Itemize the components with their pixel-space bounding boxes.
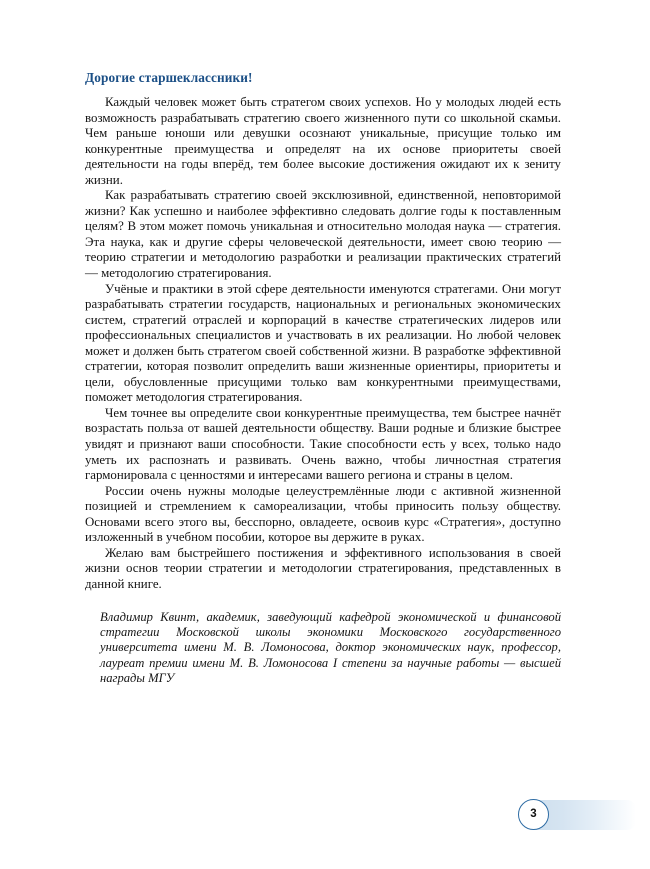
body-paragraph-2: Как разрабатывать стратегию своей эксклюзивной, единственной, неповторимой жизни? Как успешно и наиболее эффективно следовать долгие годы к поставленным целям? В этом может помочь уникальная и относительно молодая наука — стратегия. Эта наука, как и другие сферы человеческой деятельности, имеет свою теорию — теорию стратегии и методологию разработки и реализации практических стратегий — методологию стратегирования. [85,188,561,281]
body-paragraph-1: Каждый человек может быть стратегом своих успехов. Но у молодых людей есть возможность разрабатывать стратегию своего жизненного пути со школьной скамьи. Чем раньше юноши или девушки осознают уникальные, присущие только им конкурентные преимущества и определят на их основе приоритеты своей деятельности на годы вперёд, тем более высокие достижения ожидают их к зениту жизни. [85,95,561,187]
page-heading: Дорогие старшеклассники! [85,70,253,85]
signature-text: Владимир Квинт, академик, заведующий кафедрой экономической и финансовой стратегии Московской школы экономики Московского государственного университета имени М. В. Ломоносова, доктор экономических наук, профессор, лауреат премии имени М. В. Ломоносова I степени за научные работы — высшей награды МГУ [100,609,561,686]
body-paragraph-5: России очень нужны молодые целеустремлённые люди с активной жизненной позицией и стремлением к самореализации, чтобы приносить пользу обществу. Основами всего этого вы, бесспорно, овладеете, освоив курс «Стратегия», доступно изложенный в учебном пособии, которое вы держите в руках. [85,483,561,545]
page-number: 3 [530,807,537,820]
page-content [85,70,561,687]
footer-gradient-bar [534,800,636,830]
page-number-badge [518,799,549,830]
body-paragraph-4: Чем точнее вы определите свои конкурентные преимущества, тем быстрее начнёт возрастать польза от вашей деятельности обществу. Ваши родные и близкие быстрее увидят и признают ваши способности. Такие способности есть у всех, только надо уметь их распознать и развивать. Очень важно, чтобы личностная стратегия гармонировала с ценностями и интересами вашего региона и страны в целом. [85,405,561,483]
signature-block [85,610,561,687]
body-paragraph-6: Желаю вам быстрейшего постижения и эффективного использования в своей жизни основ теории стратегии и методологии стратегирования, представленных в данной книге. [85,545,561,591]
page-number-decoration [518,799,638,831]
body-paragraph-3: Учёные и практики в этой сфере деятельности именуются стратегами. Они могут разрабатывать стратегии государств, национальных и региональных экономических систем, стратегий отраслей и корпораций в качестве стратегических лидеров или профессиональных специалистов и участвовать в их реализации. Но любой человек может и должен быть стратегом своей собственной жизни. В разработке эффективной стратегии, которая позволит определить ваши жизненные ориентиры, приоритеты и цели, обусловленные присущими только вам конкурентными преимуществами, поможет методология стратегирования. [85,281,561,405]
